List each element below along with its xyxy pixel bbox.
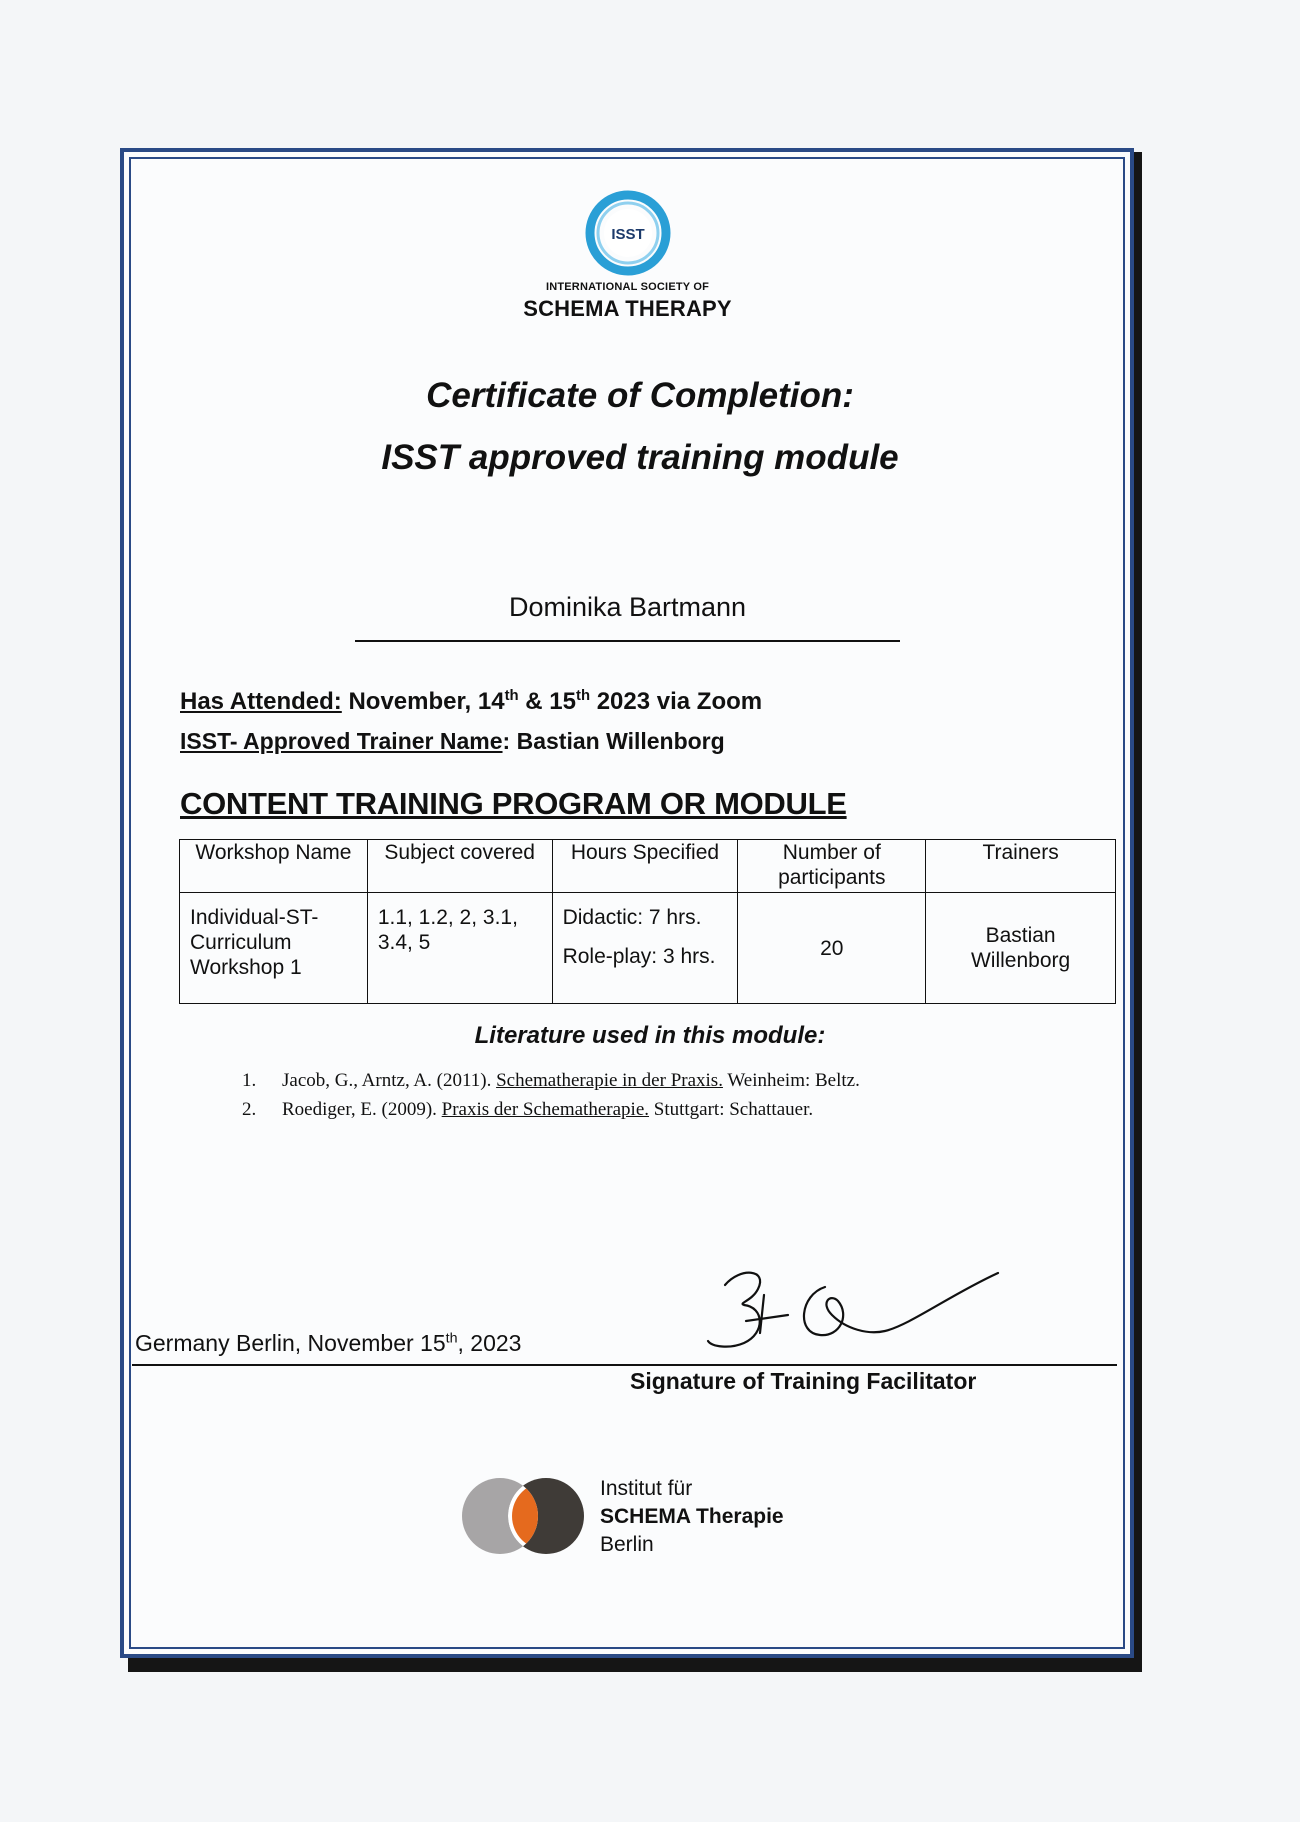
trainer-separator: : bbox=[502, 728, 511, 754]
literature-heading: Literature used in this module: bbox=[474, 1022, 826, 1049]
hours-didactic: Didactic: 7 hrs. bbox=[562, 906, 702, 929]
header-workshop-name: Workshop Name bbox=[180, 840, 368, 893]
cell-subjects: 1.1, 1.2, 2, 3.1, 3.4, 5 bbox=[367, 893, 552, 1004]
hours-roleplay: Role-play: 3 hrs. bbox=[562, 945, 716, 968]
literature-title: Schematherapie in der Praxis. bbox=[496, 1070, 723, 1091]
attendance-date-prefix: November, 14 bbox=[348, 688, 505, 715]
literature-authors: Roediger, E. (2009). bbox=[282, 1099, 442, 1120]
attendance-date-suffix: 2023 via Zoom bbox=[590, 688, 763, 715]
literature-publisher: Weinheim: Beltz. bbox=[722, 1070, 860, 1091]
signature-line bbox=[132, 1364, 1117, 1366]
attendance-date-mid: & 15 bbox=[518, 688, 576, 715]
training-table bbox=[179, 839, 1116, 1004]
place-date-prefix: Germany Berlin, November 15 bbox=[135, 1330, 446, 1356]
institute-name bbox=[600, 1475, 784, 1559]
list-item bbox=[242, 1095, 860, 1124]
handwritten-signature-icon bbox=[700, 1255, 1010, 1365]
literature-number: 1. bbox=[242, 1070, 257, 1091]
literature-authors: Jacob, G., Arntz, A. (2011). bbox=[282, 1070, 497, 1091]
institute-logo-icon bbox=[460, 1476, 590, 1556]
institute-line2: SCHEMA Therapie bbox=[600, 1505, 784, 1528]
attendance-label: Has Attended: bbox=[180, 688, 342, 715]
trainer-label: ISST- Approved Trainer Name bbox=[180, 728, 503, 754]
attendance-sup1: th bbox=[504, 688, 519, 704]
recipient-name: Dominika Bartmann bbox=[508, 592, 747, 622]
table-row bbox=[180, 893, 1116, 1004]
certificate-title: Certificate of Completion: bbox=[426, 376, 854, 415]
place-date-suffix: , 2023 bbox=[457, 1330, 522, 1356]
trainer-name: Bastian Willenborg bbox=[516, 728, 725, 754]
literature-number: 2. bbox=[242, 1099, 257, 1120]
cell-participants: 20 bbox=[738, 893, 926, 1004]
header-number-participants: Number of participants bbox=[738, 840, 926, 893]
cell-trainers: Bastian Willenborg bbox=[926, 893, 1116, 1004]
header-hours-specified: Hours Specified bbox=[552, 840, 738, 893]
isst-name-line2: SCHEMA THERAPY bbox=[523, 296, 732, 321]
attendance-sup2: th bbox=[575, 688, 591, 704]
cell-workshop: Individual-ST-Curriculum Workshop 1 bbox=[180, 893, 368, 1004]
header-trainers: Trainers bbox=[926, 840, 1116, 893]
place-date-sup: th bbox=[445, 1330, 458, 1347]
list-item bbox=[242, 1066, 860, 1095]
certificate-subtitle: ISST approved training module bbox=[381, 438, 899, 477]
isst-logo-icon bbox=[583, 188, 673, 278]
cell-hours bbox=[552, 893, 738, 1004]
institute-line1: Institut für bbox=[600, 1477, 693, 1500]
isst-name-line1: INTERNATIONAL SOCIETY OF bbox=[545, 281, 710, 293]
institute-line3: Berlin bbox=[600, 1533, 654, 1556]
attendance-line bbox=[180, 688, 762, 716]
signature-label: Signature of Training Facilitator bbox=[630, 1368, 977, 1394]
header-subject-covered: Subject covered bbox=[367, 840, 552, 893]
place-date bbox=[135, 1330, 521, 1357]
isst-logo-text: ISST bbox=[611, 226, 645, 243]
literature-publisher: Stuttgart: Schattauer. bbox=[649, 1099, 814, 1120]
section-title: CONTENT TRAINING PROGRAM OR MODULE bbox=[180, 786, 847, 821]
table-header-row bbox=[180, 840, 1116, 893]
literature-title: Praxis der Schematherapie. bbox=[441, 1099, 649, 1120]
recipient-underline bbox=[355, 640, 900, 642]
trainer-line bbox=[180, 728, 725, 755]
literature-list bbox=[242, 1066, 860, 1124]
